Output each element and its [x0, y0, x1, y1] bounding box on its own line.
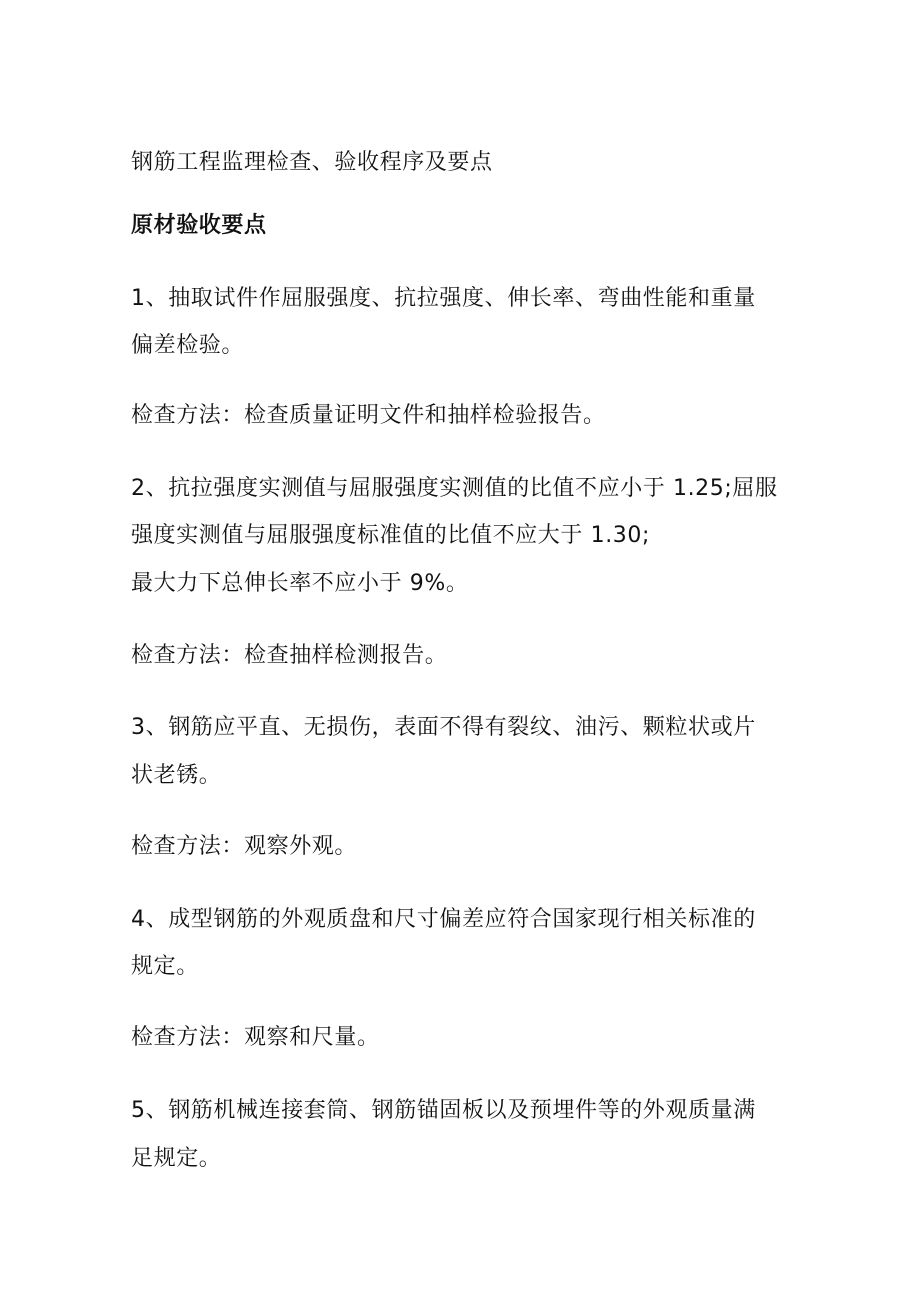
item-2-text-cont-2: 最大力下总伸长率不应小于 9%。 — [131, 571, 469, 596]
item-3-check-method: 检查方法：观察外观。 — [131, 834, 358, 859]
item-3-text-cont: 状老锈。 — [131, 763, 222, 788]
item-1-text: 1、抽取试件作屈服强度、抗拉强度、伸长率、弯曲性能和重量 — [131, 286, 756, 311]
item-1-text-cont: 偏差检验。 — [131, 333, 245, 358]
section-heading: 原材验收要点 — [131, 213, 267, 238]
item-4-check-method: 检查方法：观察和尺量。 — [131, 1025, 380, 1050]
item-2-text-cont: 强度实测值与屈服强度标准值的比值不应大于 1.30; — [131, 523, 650, 548]
document-title: 钢筋工程监理检查、验收程序及要点 — [131, 150, 493, 175]
item-5-text-cont: 足规定。 — [131, 1146, 222, 1171]
item-2-text: 2、抗拉强度实测值与屈服强度实测值的比值不应小于 1.25;屈服 — [131, 476, 778, 501]
item-5-text: 5、钢筋机械连接套筒、钢筋锚固板以及预埋件等的外观质量满 — [131, 1098, 756, 1123]
item-2-check-method: 检查方法：检查抽样检测报告。 — [131, 643, 448, 668]
item-4-text-cont: 规定。 — [131, 954, 199, 979]
item-1-check-method: 检查方法：检查质量证明文件和抽样检验报告。 — [131, 403, 606, 428]
item-3-text: 3、钢筋应平直、无损伤，表面不得有裂纹、油污、颗粒状或片 — [131, 715, 756, 740]
item-4-text: 4、成型钢筋的外观质盘和尺寸偏差应符合国家现行相关标准的 — [131, 907, 756, 932]
